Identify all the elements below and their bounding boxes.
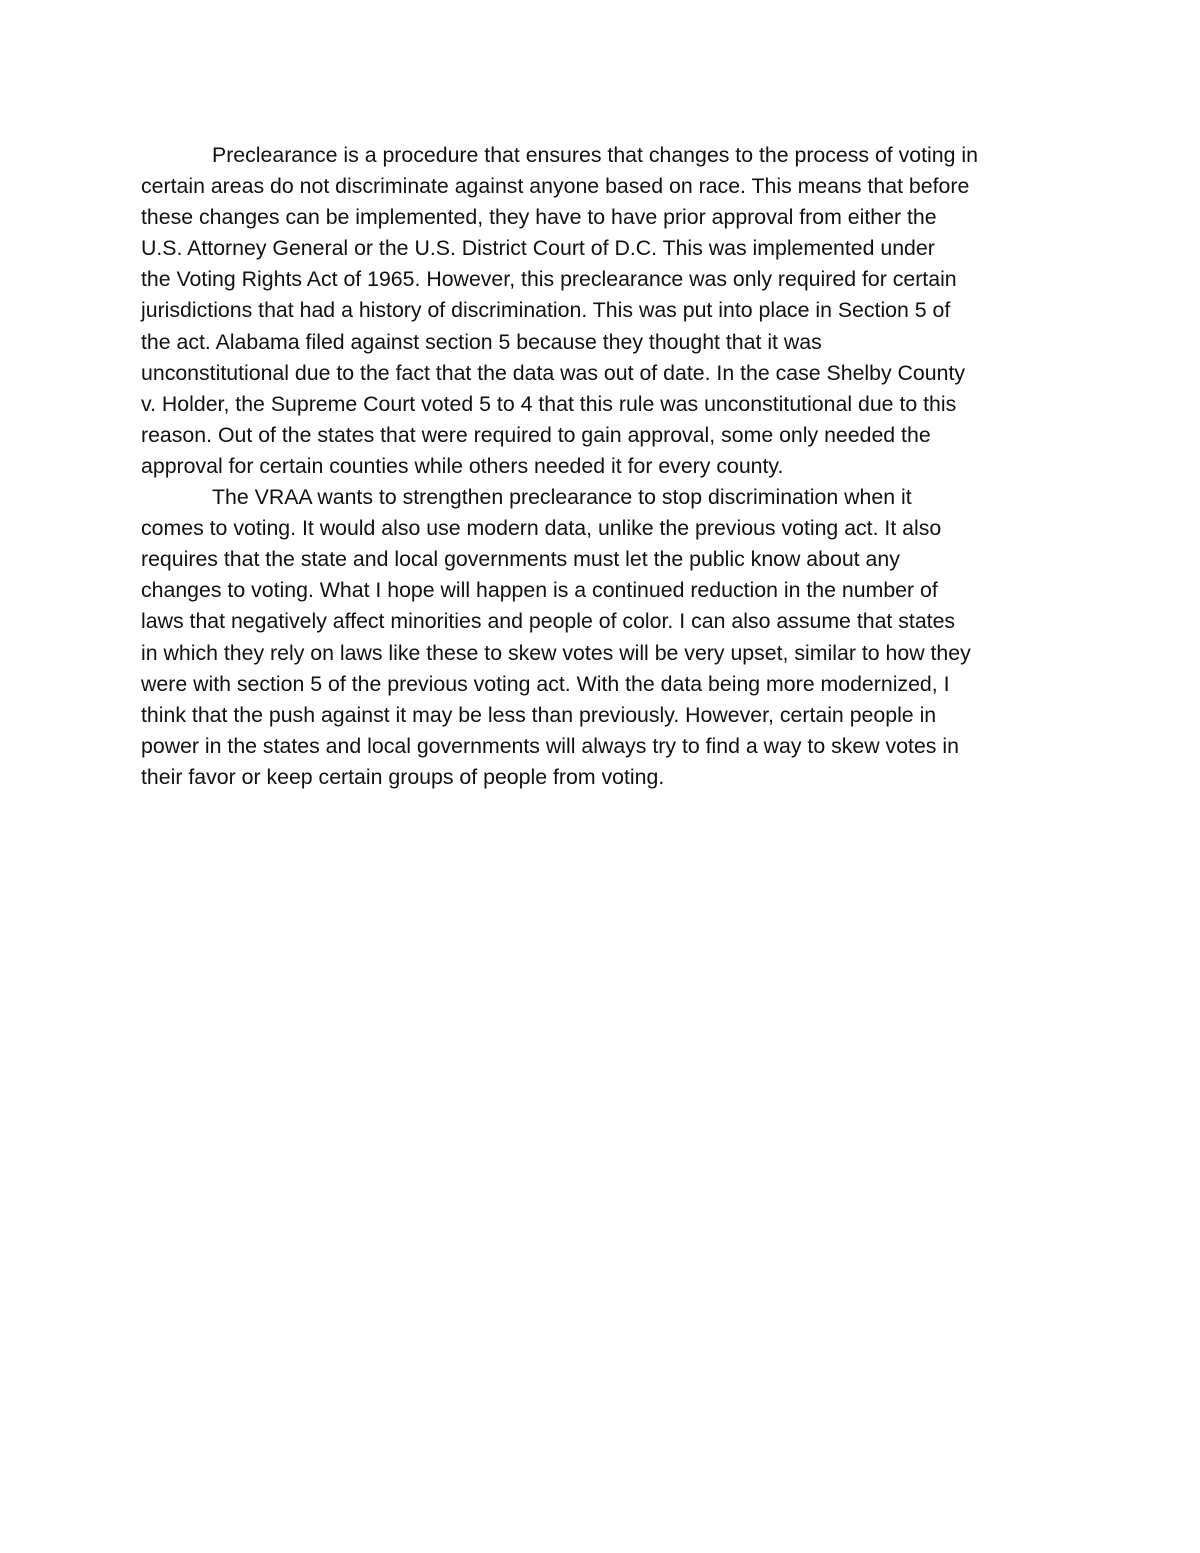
text-line: the act. Alabama filed against section 5 because they thought that it was — [141, 329, 822, 354]
text-line: laws that negatively affect minorities and people of color. I can also assume that states — [141, 609, 956, 634]
document-body — [141, 140, 1066, 793]
text-line: U.S. Attorney General or the U.S. District Court of D.C. This was implemented under — [141, 236, 935, 261]
text-line: comes to voting. It would also use modern data, unlike the previous voting act. It also — [141, 516, 942, 541]
text-line: power in the states and local governments will always try to find a way to skew votes in — [141, 733, 959, 758]
paragraph-2 — [141, 482, 1066, 793]
text-line: certain areas do not discriminate against anyone based on race. This means that before — [141, 174, 970, 199]
text-line: jurisdictions that had a history of discrimination. This was put into place in Section 5 of — [141, 298, 951, 323]
text-line: unconstitutional due to the fact that the data was out of date. In the case Shelby County — [141, 360, 966, 385]
text-line: these changes can be implemented, they have to have prior approval from either the — [141, 205, 937, 230]
text-line: their favor or keep certain groups of people from voting. — [141, 764, 665, 789]
text-line: changes to voting. What I hope will happen is a continued reduction in the number of — [141, 578, 938, 603]
text-line: The VRAA wants to strengthen preclearance to stop discrimination when it — [212, 485, 912, 510]
paragraph-1 — [141, 140, 1066, 482]
text-line: were with section 5 of the previous voting act. With the data being more modernized, I — [141, 671, 950, 696]
text-line: approval for certain counties while others needed it for every county. — [141, 453, 784, 478]
text-line: the Voting Rights Act of 1965. However, this preclearance was only required for certain — [141, 267, 957, 292]
text-line: reason. Out of the states that were required to gain approval, some only needed the — [141, 422, 931, 447]
text-line: in which they rely on laws like these to skew votes will be very upset, similar to how they — [141, 640, 971, 665]
text-line: requires that the state and local governments must let the public know about any — [141, 547, 900, 572]
text-line: Preclearance is a procedure that ensures that changes to the process of voting in — [212, 143, 978, 167]
text-line: v. Holder, the Supreme Court voted 5 to 4 that this rule was unconstitutional due to this — [141, 391, 957, 416]
text-line: think that the push against it may be less than previously. However, certain people in — [141, 702, 937, 727]
